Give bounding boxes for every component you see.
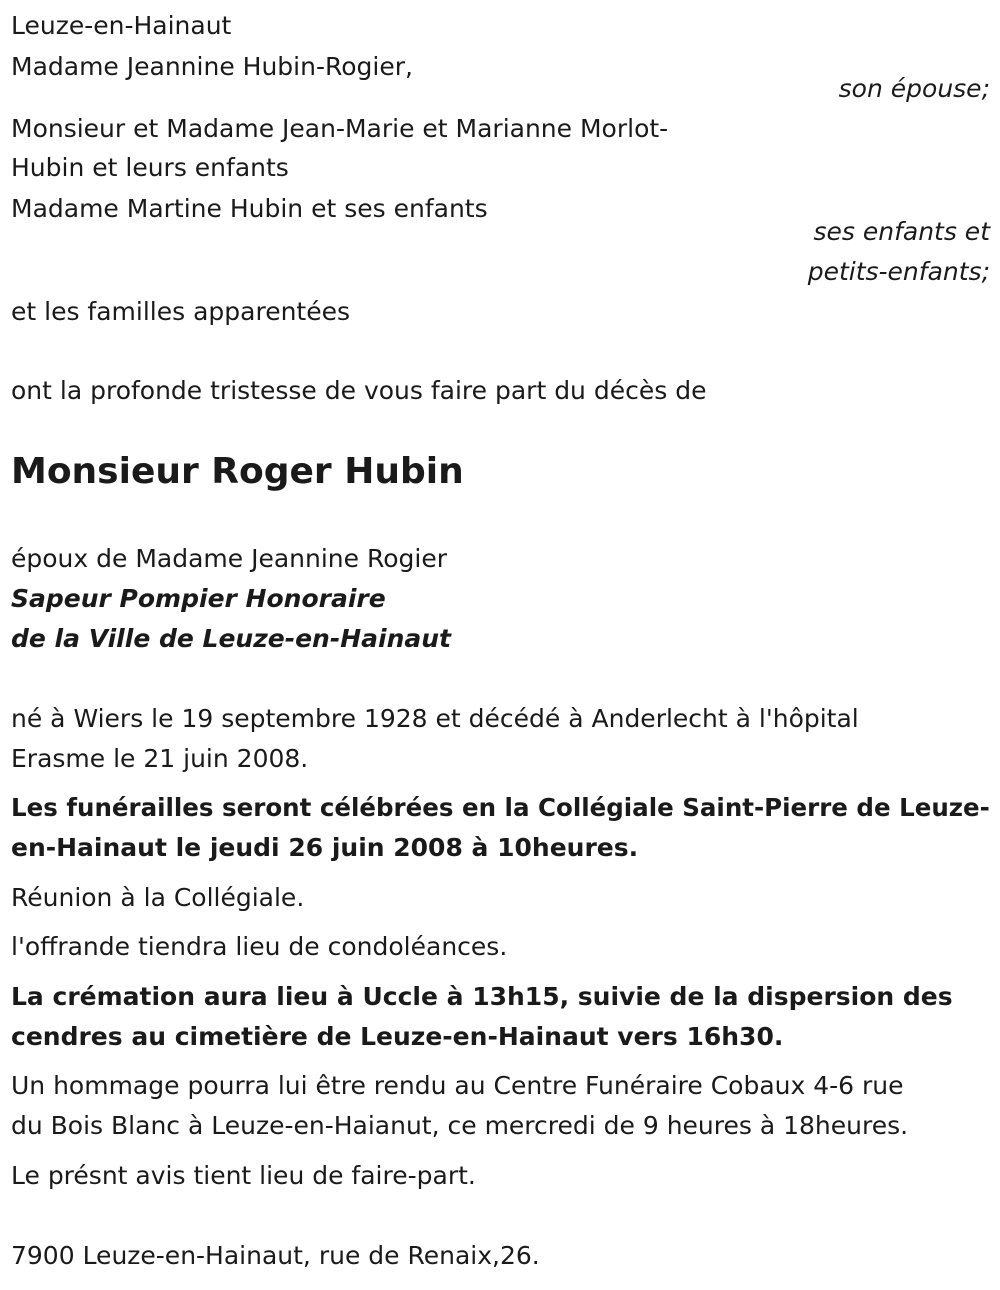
honorary-title-line-2: de la Ville de Leuze-en-Hainaut: [11, 624, 452, 653]
deceased-name: Monsieur Roger Hubin: [11, 451, 464, 492]
children-line-1: Monsieur et Madame Jean-Marie et Marianne Morlot-: [11, 114, 669, 143]
offering-line: l'offrande tiendra lieu de condoléances.: [11, 932, 508, 961]
funeral-line-2: en-Hainaut le jeudi 26 juin 2008 à 10heures.: [11, 833, 639, 862]
honorary-title-line-1: Sapeur Pompier Honoraire: [11, 584, 386, 613]
cremation-line-2: cendres au cimetière de Leuze-en-Hainaut vers 16h30.: [11, 1022, 784, 1051]
notice-line: Le présnt avis tient lieu de faire-part.: [11, 1161, 476, 1190]
cremation-line-1: La crémation aura lieu à Uccle à 13h15, suivie de la dispersion des: [11, 982, 953, 1011]
address-line: 7900 Leuze-en-Hainaut, rue de Renaix,26.: [11, 1241, 540, 1270]
funeral-line-1: Les funérailles seront célébrées en la Collégiale Saint-Pierre de Leuze-: [11, 793, 990, 822]
homage-line-1: Un hommage pourra lui être rendu au Centre Funéraire Cobaux 4-6 rue: [11, 1071, 904, 1100]
children-role-line-2: petits-enfants;: [807, 257, 990, 286]
birth-death-line-2: Erasme le 21 juin 2008.: [11, 744, 309, 773]
homage-line-2: du Bois Blanc à Leuze-en-Haianut, ce mercredi de 9 heures à 18heures.: [11, 1111, 909, 1140]
spouse-role: son épouse;: [838, 74, 990, 103]
announcement-line: ont la profonde tristesse de vous faire part du décès de: [11, 376, 707, 405]
birth-death-line-1: né à Wiers le 19 septembre 1928 et décédé à Anderlecht à l'hôpital: [11, 704, 859, 733]
children-role-line-1: ses enfants et: [813, 217, 990, 246]
families-line: et les familles apparentées: [11, 297, 351, 326]
meeting-line: Réunion à la Collégiale.: [11, 883, 305, 912]
children-line-2: Hubin et leurs enfants: [11, 153, 289, 182]
children-line-3: Madame Martine Hubin et ses enfants: [11, 194, 488, 223]
spouse-name: Madame Jeannine Hubin-Rogier,: [11, 52, 413, 81]
city-heading: Leuze-en-Hainaut: [11, 11, 232, 40]
spouse-of-line: époux de Madame Jeannine Rogier: [11, 544, 447, 573]
